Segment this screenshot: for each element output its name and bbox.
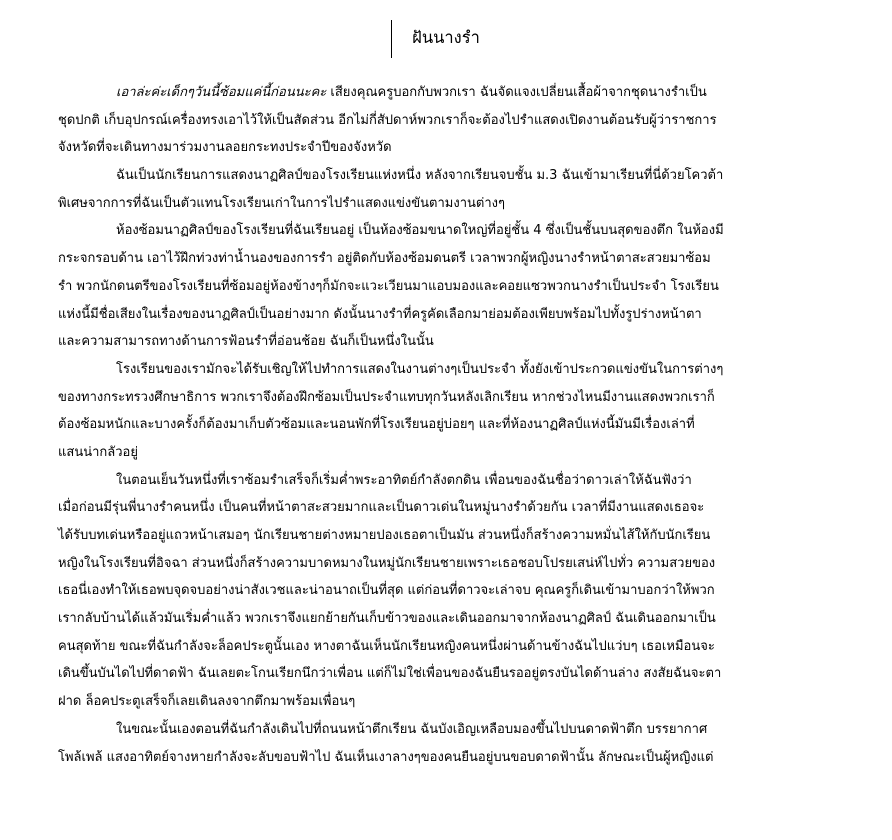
paragraph-line: ห้องซ้อมนาฏศิลป์ของโรงเรียนที่ฉันเรียนอยู่ เป็นห้องซ้อมขนาดใหญ่ที่อยู่ชั้น 4 ซึ่งเป็นชั้นบนสุดของตึก ในห้องมี: [116, 223, 724, 239]
paragraph-line: รำ พวกนักดนตรีของโรงเรียนที่ซ้อมอยู่ห้องข้างๆก็มักจะแวะเวียนมาแอบมองและคอยแซวพวกนางรำเป็นประจำ โรงเรียน: [58, 278, 719, 294]
paragraph-line: โพล้เพล้ แสงอาทิตย์จางหายกำลังจะลับขอบฟ้าไป ฉันเห็นเงาลางๆของคนยืนอยู่บนขอบดาดฟ้านั้น ลักษณะเป็นผู้หญิงแต่: [58, 749, 714, 765]
paragraph-line: ได้รับบทเด่นหรืออยู่แถวหน้าเสมอๆ นักเรียนชายต่างหมายปองเธอตาเป็นมัน ส่วนหนึ่งก็สร้างความหมั่นไส้ให้กับนักเรียน: [58, 528, 711, 543]
paragraph: [58, 162, 783, 217]
paragraph: [58, 79, 783, 162]
document-body: [58, 79, 783, 771]
paragraph-line: ชุดปกติ เก็บอุปกรณ์เครื่องทรงเอาไว้ให้เป็นสัดส่วน อีกไม่กี่สัปดาห์พวกเราก็จะต้องไปรำแสดงเปิดงานต้อนรับผู้ว่าราชการ: [58, 112, 717, 128]
paragraph-line: ของทางกระทรวงศึกษาธิการ พวกเราจึงต้องฝึกซ้อมเป็นประจำแทบทุกวันหลังเลิกเรียน หากช่วงไหนมีงานแสดงพวกเราก็: [58, 389, 715, 405]
paragraph-line: เธอนี่เองทำให้เธอพบจุดจบอย่างน่าสังเวชและน่าอนาถเป็นที่สุด แต่ก่อนที่ดาวจะเล่าจบ คุณครูก็เดินเข้ามาบอกว่าให้พวก: [58, 583, 715, 599]
paragraph-line: หญิงในโรงเรียนที่อิจฉา ส่วนหนึ่งก็สร้างความบาดหมางในหมู่นักเรียนชายเพราะเธอชอบโปรยเสน่ห์ไปทั่ว ความสวยของ: [58, 555, 716, 571]
dialogue-quote: เอาล่ะค่ะเด็กๆวันนี้ซ้อมแค่นี้ก่อนนะคะ: [116, 85, 327, 100]
document-title: ฝันนางรำ: [412, 28, 480, 47]
paragraph-line: เรากลับบ้านได้แล้วมันเริ่มค่ำแล้ว พวกเราจึงแยกย้ายกันเก็บข้าวของและเดินออกมาจากห้องนาฏศิลป์ ฉันเดินออกมาเป็น: [58, 611, 716, 627]
paragraph-line: พิเศษจากการที่ฉันเป็นตัวแทนโรงเรียนเก่าในการไปรำแสดงแข่งขันตามงานต่างๆ: [58, 195, 505, 211]
paragraph-line: กระจกรอบด้าน เอาไว้ฝึกท่วงท่าน้ำนองของการรำ อยู่ติดกับห้องซ้อมดนตรี เวลาพวกผู้หญิงนางรำหน้าตาสะสวยมาซ้อม: [58, 251, 711, 267]
paragraph-line: และความสามารถทางด้านการฟ้อนรำที่อ่อนช้อย ฉันก็เป็นหนึ่งในนั้น: [58, 334, 434, 350]
paragraph-line: ฉันเป็นนักเรียนการแสดงนาฏศิลป์ของโรงเรียนแห่งหนึ่ง หลังจากเรียนจบชั้น ม.3 ฉันเข้ามาเรียนที่นี่ด้วยโควต้า: [116, 168, 724, 184]
paragraph-line: เมื่อก่อนมีรุ่นพี่นางรำคนหนึ่ง เป็นคนที่หน้าตาสะสวยมากและเป็นดาวเด่นในหมู่นางรำด้วยกัน เวลาที่มีงานแสดงเธอจะ: [58, 500, 705, 516]
paragraph-line: ต้องซ้อมหนักและบางครั้งก็ต้องมาเก็บตัวซ้อมและนอนพักที่โรงเรียนอยู่บ่อยๆ และที่ห้องนาฏศิลป์แห่งนี้มันมีเรื่องเล่าที่: [58, 417, 695, 433]
paragraph-line: คนสุดท้าย ขณะที่ฉันกำลังจะล็อคประตูนั้นเอง หางตาฉันเห็นนักเรียนหญิงคนหนึ่งผ่านด้านข้างฉันไปแว่บๆ เธอเหมือนจะ: [58, 638, 715, 654]
paragraph: [58, 217, 783, 355]
paragraph-line: ในตอนเย็นวันหนึ่งที่เราซ้อมรำเสร็จก็เริ่มค่ำพระอาทิตย์กำลังตกดิน เพื่อนของฉันชื่อว่าดาวเล่าให้ฉันฟังว่า: [116, 472, 692, 488]
paragraph: [58, 716, 783, 771]
paragraph-line: [58, 79, 783, 107]
paragraph: [58, 467, 783, 716]
paragraph-line: แห่งนี้มีชื่อเสียงในเรื่องของนาฏศิลป์เป็นอย่างมาก ดังนั้นนางรำที่ครูคัดเลือกมาย่อมต้องเพียบพร้อมไปทั้งรูปร่างหน้าตา: [58, 306, 702, 322]
paragraph-line: โรงเรียนของเรามักจะได้รับเชิญให้ไปทำการแสดงในงานต่างๆเป็นประจำ ทั้งยังเข้าประกวดแข่งขันในการต่างๆ: [116, 361, 724, 377]
paragraph-line: เดินขึ้นบันไดไปที่ดาดฟ้า ฉันเลยตะโกนเรียกนึกว่าเพื่อน แต่ก็ไม่ใช่เพื่อนของฉันยืนรออยู่ตรงบันไดด้านล่าง สงสัยฉันจะตา: [58, 666, 722, 682]
paragraph-line: จังหวัดที่จะเดินทางมาร่วมงานลอยกระทงประจำปีของจังหวัด: [58, 140, 392, 156]
narration-text: เสียงคุณครูบอกกับพวกเรา ฉันจัดแจงเปลี่ยนเสื้อผ้าจากชุดนางรำเป็น: [326, 85, 707, 100]
paragraph: [58, 356, 783, 467]
paragraph-line: ในขณะนั้นเองตอนที่ฉันกำลังเดินไปที่ถนนหน้าตึกเรียน ฉันบังเอิญเหลือบมองขึ้นไปบนดาดฟ้าตึก บรรยากาศ: [116, 721, 708, 737]
paragraph-line: ฝาด ล็อคประตูเสร็จก็เลยเดินลงจากตึกมาพร้อมเพื่อนๆ: [58, 694, 356, 710]
paragraph-line: แสนน่ากลัวอยู่: [58, 444, 138, 460]
